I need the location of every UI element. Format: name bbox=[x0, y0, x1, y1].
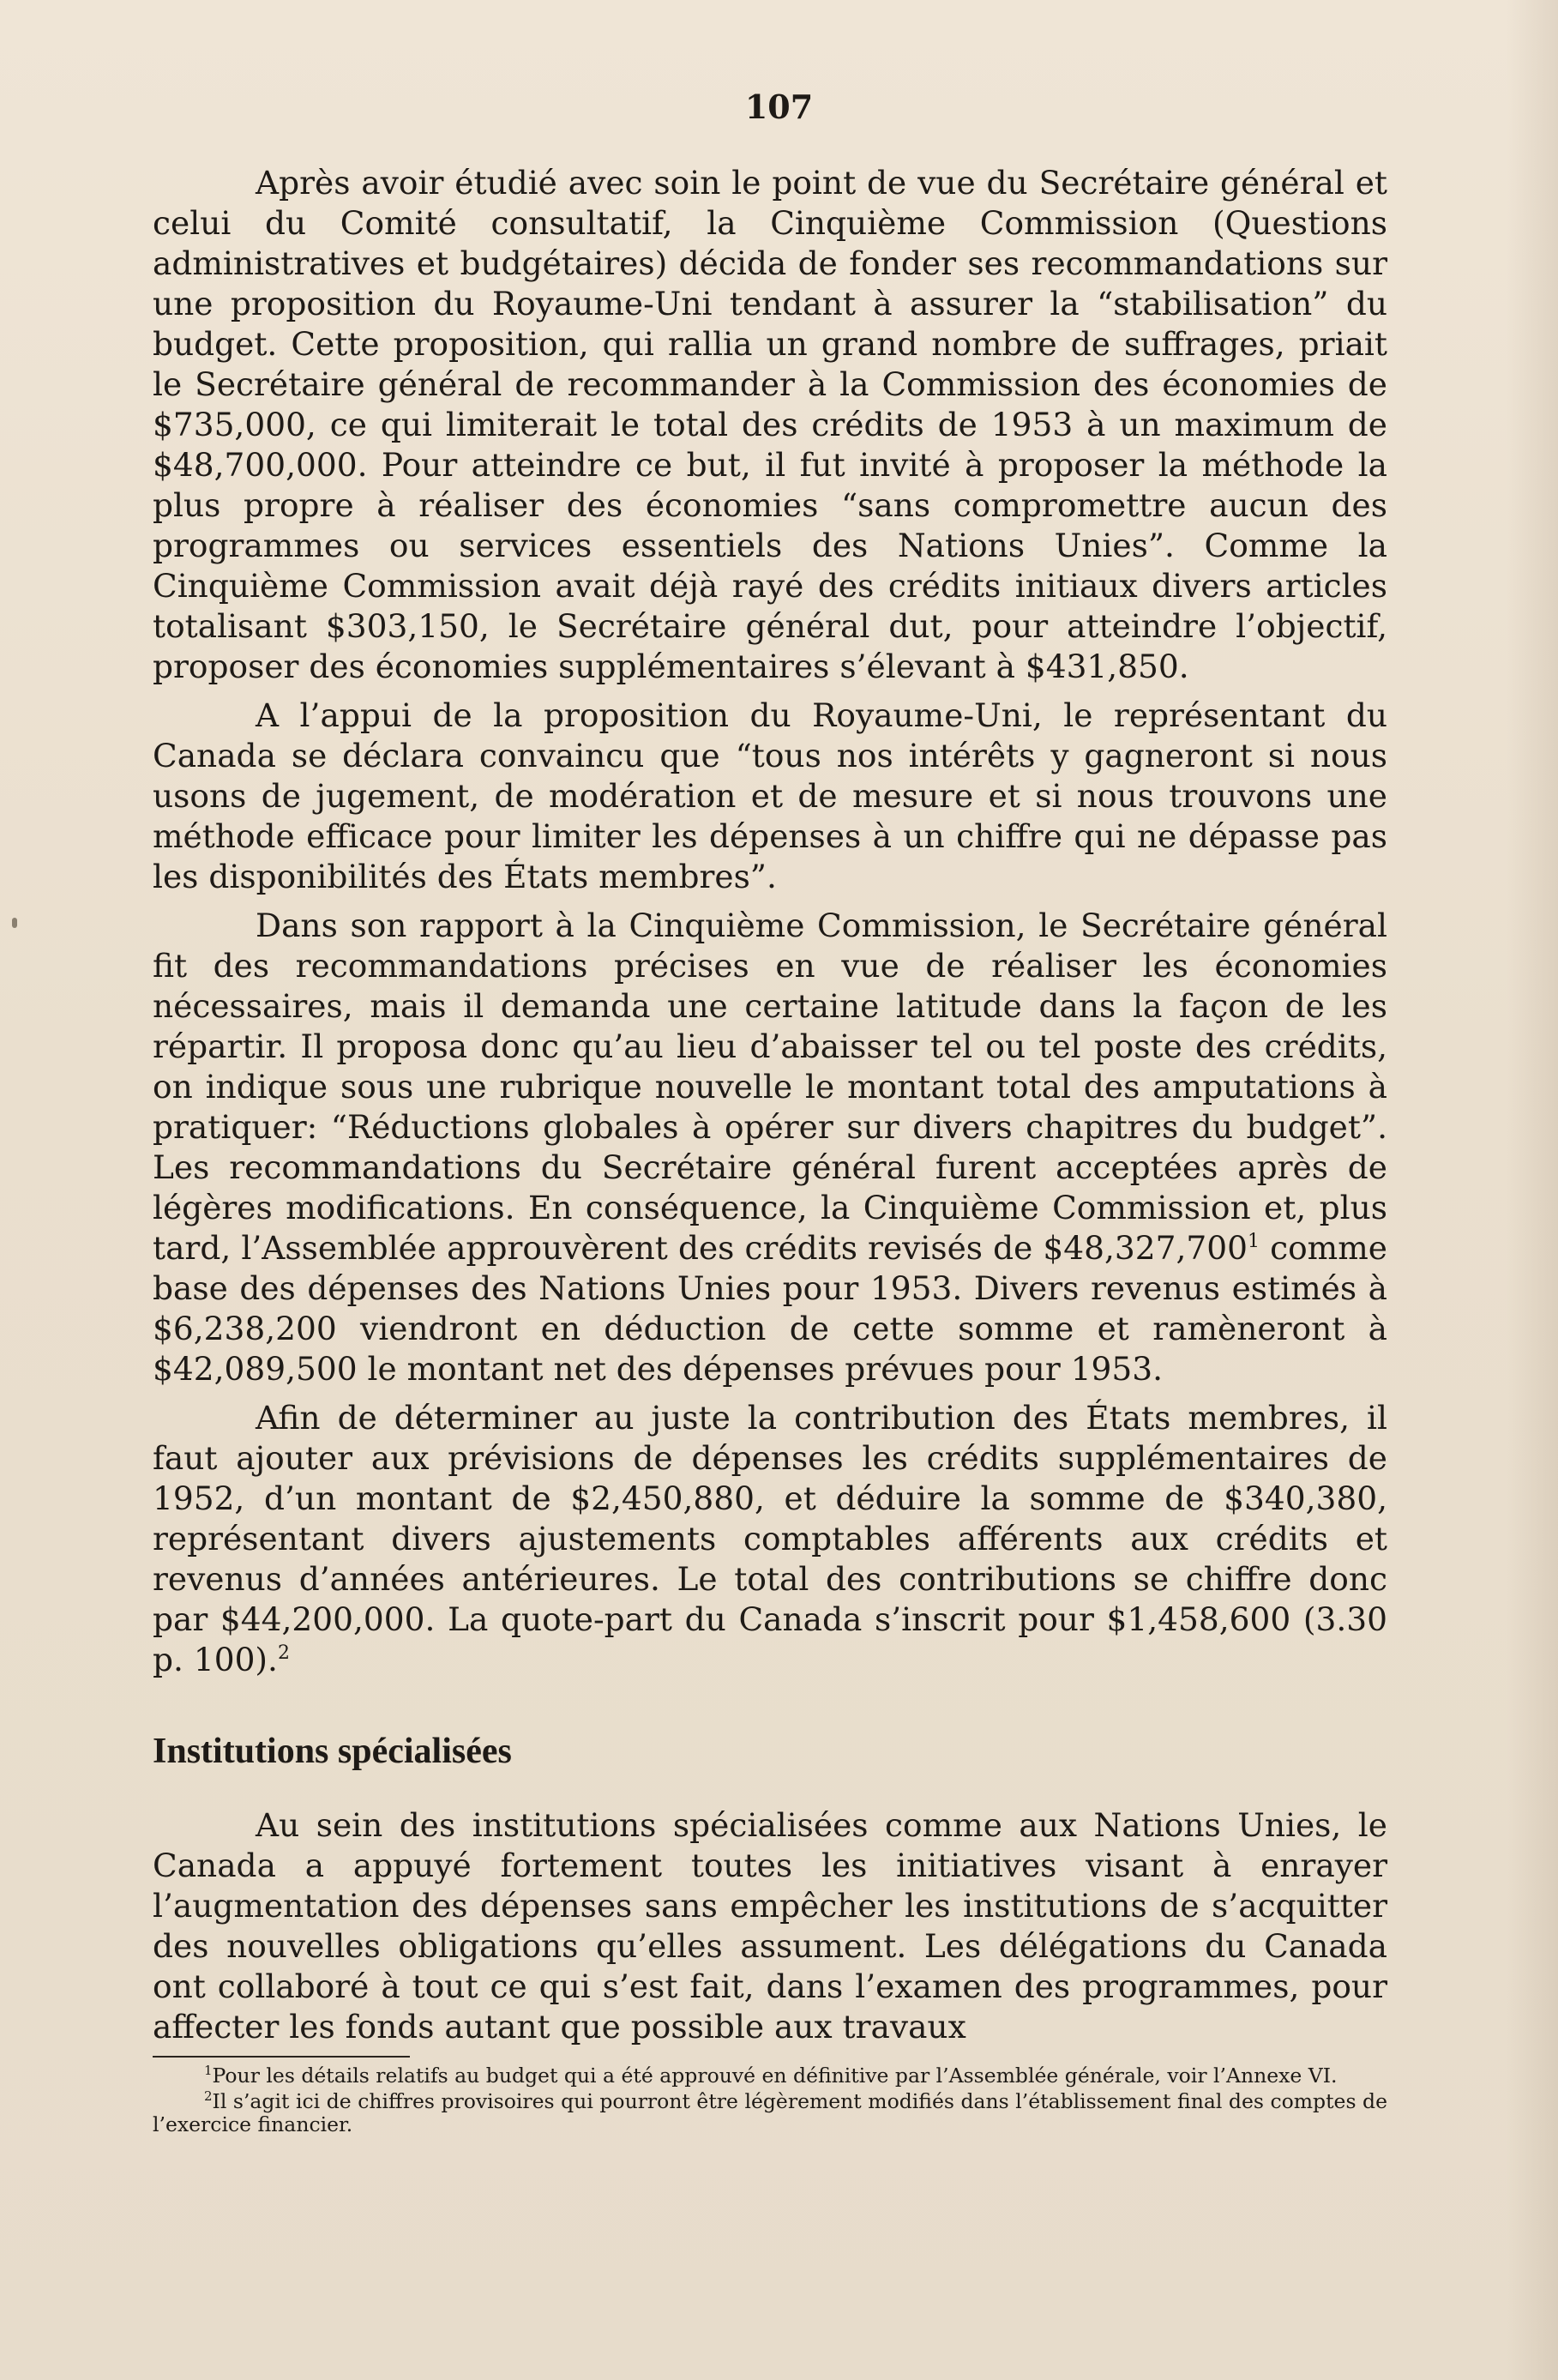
paragraph-canada-support: A l’appui de la proposition du Royaume-Uni, le représentant du Canada se déclara convaincu que “tous nos intérêts y gagneront si nous usons de jugement, de modération et de mesure et si nous trouvons une méthode efficace pour limiter les dépenses à un chiffre qui ne dépasse pas les disponibilités des États membres”. bbox=[153, 696, 1387, 895]
paragraph-text: comme base des dépenses des Nations Unies pour 1953. Divers revenus estimés à $6,238,200 viendront en déduction de cette somme et ramèneront à $42,089,500 le montant net des dépenses prévues pour 1953. bbox=[153, 1229, 1387, 1388]
footnote-divider bbox=[153, 2056, 410, 2058]
paragraph-text: Dans son rapport à la Cinquième Commission, le Secrétaire général fit des recommandations précises en vue de réaliser les économies nécessaires, mais il demanda une certaine latitude dans la façon de les répartir. Il proposa donc qu’au lieu d’abaisser tel ou tel poste des crédits, on indique sous une rubrique nouvelle le montant total des amputations à pratiquer: “Réductions globales à opérer sur divers chapitres du budget”. Les recommandations du Secrétaire général furent acceptées après de légères modifications. En conséquence, la Cinquième Commission et, plus tard, l’Assemblée approuvèrent des crédits revisés de $48,327,700 bbox=[153, 907, 1387, 1267]
footnote-2 bbox=[153, 2090, 1387, 2136]
paragraph-secretary-report bbox=[153, 906, 1387, 1389]
page-body bbox=[153, 163, 1387, 2139]
paragraph-contributions bbox=[153, 1398, 1387, 1680]
footnote-ref-1: 1 bbox=[1248, 1231, 1260, 1252]
footnote-1 bbox=[153, 2064, 1387, 2088]
footnote-text: Il s’agit ici de chiffres provisoires qui pourront être légèrement modifiés dans l’établissement final des comptes de l’exercice financier. bbox=[153, 2089, 1387, 2136]
paragraph-specialized-agencies: Au sein des institutions spécialisées comme aux Nations Unies, le Canada a appuyé fortement toutes les initiatives visant à enrayer l’augmentation des dépenses sans empêcher les institutions de s’acquitter des nouvelles obligations qu’elles assument. Les délégations du Canada ont collaboré à tout ce qui s’est fait, dans l’examen des programmes, pour affecter les fonds autant que possible aux travaux bbox=[153, 1806, 1387, 2046]
scan-speck bbox=[12, 918, 17, 928]
footnote-mark: 1 bbox=[204, 2063, 213, 2078]
footnote-ref-2: 2 bbox=[277, 1642, 290, 1664]
page-number: 107 bbox=[744, 87, 814, 126]
footnote-text: Pour les détails relatifs au budget qui a été approuvé en définitive par l’Assemblée générale, voir l’Annexe VI. bbox=[212, 2064, 1338, 2088]
paragraph-stabilisation: Après avoir étudié avec soin le point de vue du Secrétaire général et celui du Comité consultatif, la Cinquième Commission (Questions administratives et budgétaires) décida de fonder ses recommandations sur une proposition du Royaume-Uni tendant à assurer la “stabilisation” du budget. Cette proposition, qui rallia un grand nombre de suffrages, priait le Secrétaire général de recommander à la Commission des économies de $735,000, ce qui limiterait le total des crédits de 1953 à un maximum de $48,700,000. Pour atteindre ce but, il fut invité à proposer la méthode la plus propre à réaliser des économies “sans compromettre aucun des programmes ou services essentiels des Nations Unies”. Comme la Cinquième Commission avait déjà rayé des crédits initiaux divers articles totalisant $303,150, le Secrétaire général dut, pour atteindre l’objectif, proposer des économies supplémentaires s’élevant à $431,850. bbox=[153, 164, 1387, 685]
section-heading: Institutions spécialisées bbox=[153, 1732, 512, 1771]
footnote-mark: 2 bbox=[204, 2088, 213, 2104]
paragraph-text: Afin de déterminer au juste la contribution des États membres, il faut ajouter aux prévisions de dépenses les crédits supplémentaires de 1952, d’un montant de $2,450,880, et déduire la somme de $340,380, représentant divers ajustements comptables afférents aux crédits et revenus d’années antérieures. Le total des contributions se chiffre donc par $44,200,000. La quote-part du Canada s’inscrit pour $1,458,600 (3.30 p. 100). bbox=[153, 1399, 1387, 1678]
